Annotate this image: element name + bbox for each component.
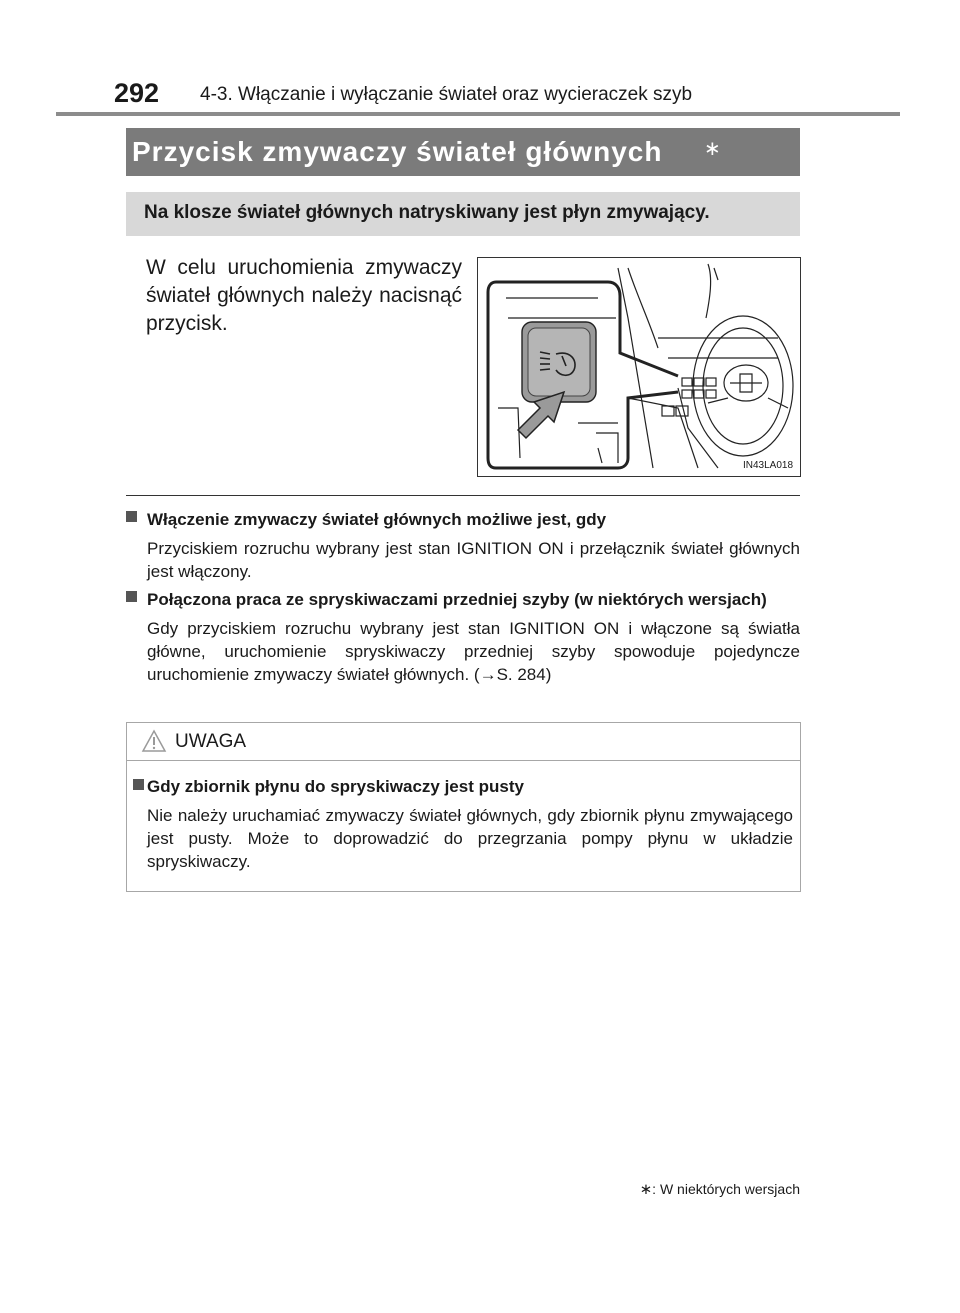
footnote-star: ∗ bbox=[639, 1181, 653, 1198]
headlight-cleaner-switch-illustration bbox=[478, 258, 800, 476]
info-section-heading: Włączenie zmywaczy świateł głównych możliwe jest, gdy bbox=[147, 510, 607, 529]
warning-label: UWAGA bbox=[175, 731, 247, 752]
info-section-2 bbox=[126, 588, 800, 686]
warning-heading: Gdy zbiornik płynu do spryskiwaczy jest pusty bbox=[147, 777, 524, 796]
info-section-body: Przyciskiem rozruchu wybrany jest stan IGNITION ON i przełącznik świateł głównych jest włączony. bbox=[147, 539, 800, 581]
warning-box bbox=[126, 722, 801, 892]
intro-text: W celu uruchomienia zmywaczy świateł głównych należy nacisnąć przycisk. bbox=[146, 256, 462, 335]
page-number: 292 bbox=[114, 78, 160, 108]
info-section-body: Gdy przyciskiem rozruchu wybrany jest stan IGNITION ON i włączone są światła główne, uruchomienie spryskiwaczy przedniej szyby spowoduje pojedyncze uruchomienie zmywaczy świateł głównych. (→S. 284) bbox=[147, 619, 800, 684]
info-section-heading: Połączona praca ze spryskiwaczami przedniej szyby (w niektórych wersjach) bbox=[147, 590, 767, 609]
chapter-title: 4-3. Włączanie i wyłączanie świateł oraz wycieraczek szyb bbox=[200, 84, 693, 105]
section-title: Przycisk zmywaczy świateł głównych bbox=[132, 136, 663, 167]
warning-triangle-icon bbox=[141, 729, 167, 753]
figure-code: IN43LA018 bbox=[743, 460, 794, 471]
title-footnote-star: ∗ bbox=[704, 138, 721, 160]
bullet-square-icon bbox=[126, 511, 137, 522]
page-header bbox=[0, 74, 960, 114]
footnote-text: : W niektórych wersjach bbox=[652, 1181, 800, 1197]
warning-body: Nie należy uruchamiać zmywaczy świateł głównych, gdy zbiornik płynu zmywającego jest pusty. Może to doprowadzić do przegrzania pompy płynu w układzie spryskiwaczy. bbox=[147, 806, 793, 871]
summary-bar bbox=[126, 192, 800, 236]
dashboard-illustration bbox=[477, 257, 801, 477]
section-divider bbox=[126, 495, 800, 496]
warning-section bbox=[133, 775, 793, 873]
footnote bbox=[640, 1180, 800, 1198]
header-divider bbox=[56, 112, 900, 116]
bullet-square-icon bbox=[126, 591, 137, 602]
summary-text: Na klosze świateł głównych natryskiwany jest płyn zmywający. bbox=[144, 202, 710, 223]
section-title-bar bbox=[126, 128, 800, 176]
warning-header bbox=[127, 723, 800, 761]
info-section-1 bbox=[126, 508, 800, 583]
bullet-square-icon bbox=[133, 779, 144, 790]
